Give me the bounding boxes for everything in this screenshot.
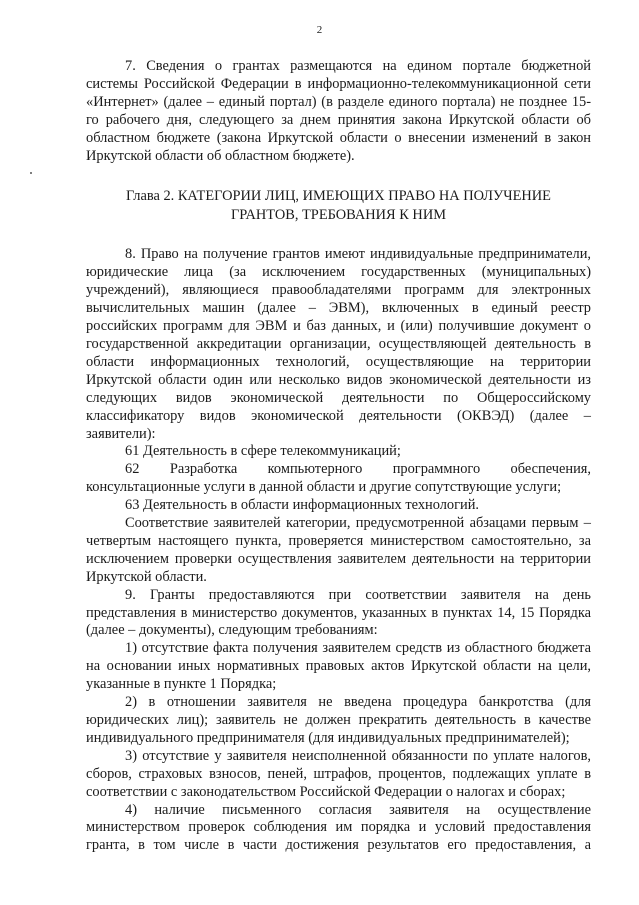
paragraph-9: 9. Гранты предоставляются при соответствии заявителя на день представления в министерство документов, указанных в пунктах 14, 15 Порядка (далее – документы), следующим требованиям: <box>86 586 591 639</box>
okved-61: 61 Деятельность в сфере телекоммуникаций; <box>125 443 401 460</box>
requirement-4: 4) наличие письменного согласия заявителя на осуществление министерством проверок соблюдения им порядка и условий предоставления гранта, в том числе в части достижения результатов его предоставления, а <box>86 801 591 854</box>
okved-62: 62 Разработка компьютерного программного обеспечения, консультационные услуги в данной области и другие сопутствующие услуги; <box>86 461 591 496</box>
document-body <box>86 58 591 855</box>
requirement-3: 3) отсутствие у заявителя неисполненной обязанности по уплате налогов, сборов, страховых взносов, пеней, штрафов, процентов, подлежащих уплате в соответствии с законодательством Российской Федерации о налогах и сборах; <box>86 747 591 800</box>
page-number: 2 <box>316 24 323 36</box>
scan-artifact <box>30 172 32 174</box>
paragraph-8: 8. Право на получение грантов имеют индивидуальные предприниматели, юридические лица (за исключением государственных (муниципальных) учреждений), являющиеся правообладателями программ для электронных вычислительных машин (далее – ЭВМ), включенных в единый реестр российских программ для ЭВМ и баз данных, и (или) получившие документ о государственной аккредитации организации, осуществляющей деятельность в области информационных технологий, осуществляющие на территории Иркутской области один или несколько видов экономической деятельности из следующих видов экономической деятельности по Общероссийскому классификатору видов экономической деятельности (ОКВЭД) (далее – заявители): <box>86 246 591 442</box>
paragraph-8-compliance: Соответствие заявителей категории, предусмотренной абзацами первым – четвертым настоящего пункта, проверяется министерством самостоятельно, за исключением проверки осуществления заявителем деятельности на территории Иркутской области. <box>86 515 591 585</box>
chapter-heading-line-2: ГРАНТОВ, ТРЕБОВАНИЯ К НИМ <box>230 206 447 223</box>
requirement-2: 2) в отношении заявителя не введена процедура банкротства (для юридических лиц); заявитель не должен прекратить деятельность в качестве индивидуального предпринимателя (для индивидуальных предпринимателей); <box>86 694 591 746</box>
paragraph-7: 7. Сведения о грантах размещаются на едином портале бюджетной системы Российской Федерации в информационно-телекоммуникационной сети «Интернет» (далее – единый портал) (в разделе единого портала) не позднее 15-го рабочего дня, следующего за днем принятия закона Иркутской области об областном бюджете (закона Иркутской области о внесении изменений в закон Иркутской области об областном бюджете). <box>86 58 591 164</box>
okved-63: 63 Деятельность в области информационных технологий. <box>125 497 480 514</box>
chapter-heading <box>86 187 591 224</box>
requirement-1: 1) отсутствие факта получения заявителем средств из областного бюджета на основании иных нормативных правовых актов Иркутской области на цели, указанные в пункте 1 Порядка; <box>86 640 591 693</box>
chapter-heading-line-1: Глава 2. КАТЕГОРИИ ЛИЦ, ИМЕЮЩИХ ПРАВО НА ПОЛУЧЕНИЕ <box>126 188 551 205</box>
